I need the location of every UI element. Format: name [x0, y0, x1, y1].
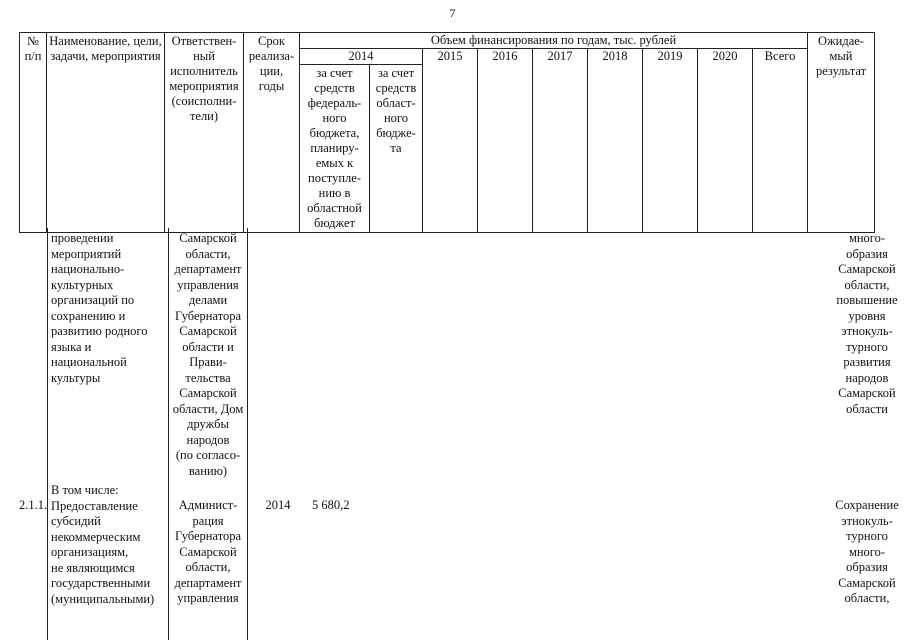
header-responsible: Ответствен-ный исполнитель мероприятия (соисполни-тели) — [169, 34, 239, 123]
header-year-2015: 2015 — [437, 49, 463, 63]
header-total: Всего — [764, 49, 796, 63]
block2-result: Сохранение этнокуль- турного много- образия Самарской области, — [835, 498, 899, 605]
header-result: Ожидае-мый результат — [815, 34, 867, 78]
header-federal-funds: за счет средств федераль-ного бюджета, планиру-емых к поступле-нию в областной бюджет — [307, 66, 362, 230]
column-divider — [168, 228, 169, 640]
column-divider — [47, 228, 48, 640]
header-year-2017: 2017 — [547, 49, 573, 63]
block1-responsible: Самарской области, департамент управления делами Губернатора Самарской области и Прави- тельства Самарской области, Дом дружбы народов (по согласо- ванию) — [172, 231, 244, 478]
block2-term: 2014 — [265, 498, 291, 512]
header-funding: Объем финансирования по годам, тыс. рублей — [430, 33, 677, 47]
page-number: 7 — [449, 6, 456, 20]
header-year-2018: 2018 — [602, 49, 628, 63]
header-year-2020: 2020 — [712, 49, 738, 63]
block2-no: 2.1.1. — [19, 498, 48, 512]
header-year-2016: 2016 — [492, 49, 518, 63]
header-regional-funds: за счет средств област-ного бюдже-та — [375, 66, 417, 155]
header-no: № п/п — [24, 34, 42, 63]
block1-name: проведении мероприятий национально- культурных организаций по сохранению и развитию родного языка и национальной культуры — [51, 231, 148, 385]
column-divider — [247, 228, 248, 640]
header-name: Наименование, цели, задачи, мероприятия — [49, 34, 162, 63]
block1-result: много- образия Самарской области, повышение уровня этнокуль- турного развития народов Самарской области — [836, 231, 898, 416]
block2-responsible: Админист- рация Губернатора Самарской области, департамент управления — [174, 498, 242, 605]
table-header — [19, 32, 875, 233]
block2-federal-value: 5 680,2 — [312, 498, 350, 512]
header-year-2014: 2014 — [348, 49, 374, 63]
header-year-2019: 2019 — [657, 49, 683, 63]
header-term: Срок реализа-ции, годы — [248, 34, 295, 93]
block2-name: В том числе: Предоставление субсидий некоммерческим организациям, не являющимся государственными (муниципальными) — [51, 483, 155, 606]
